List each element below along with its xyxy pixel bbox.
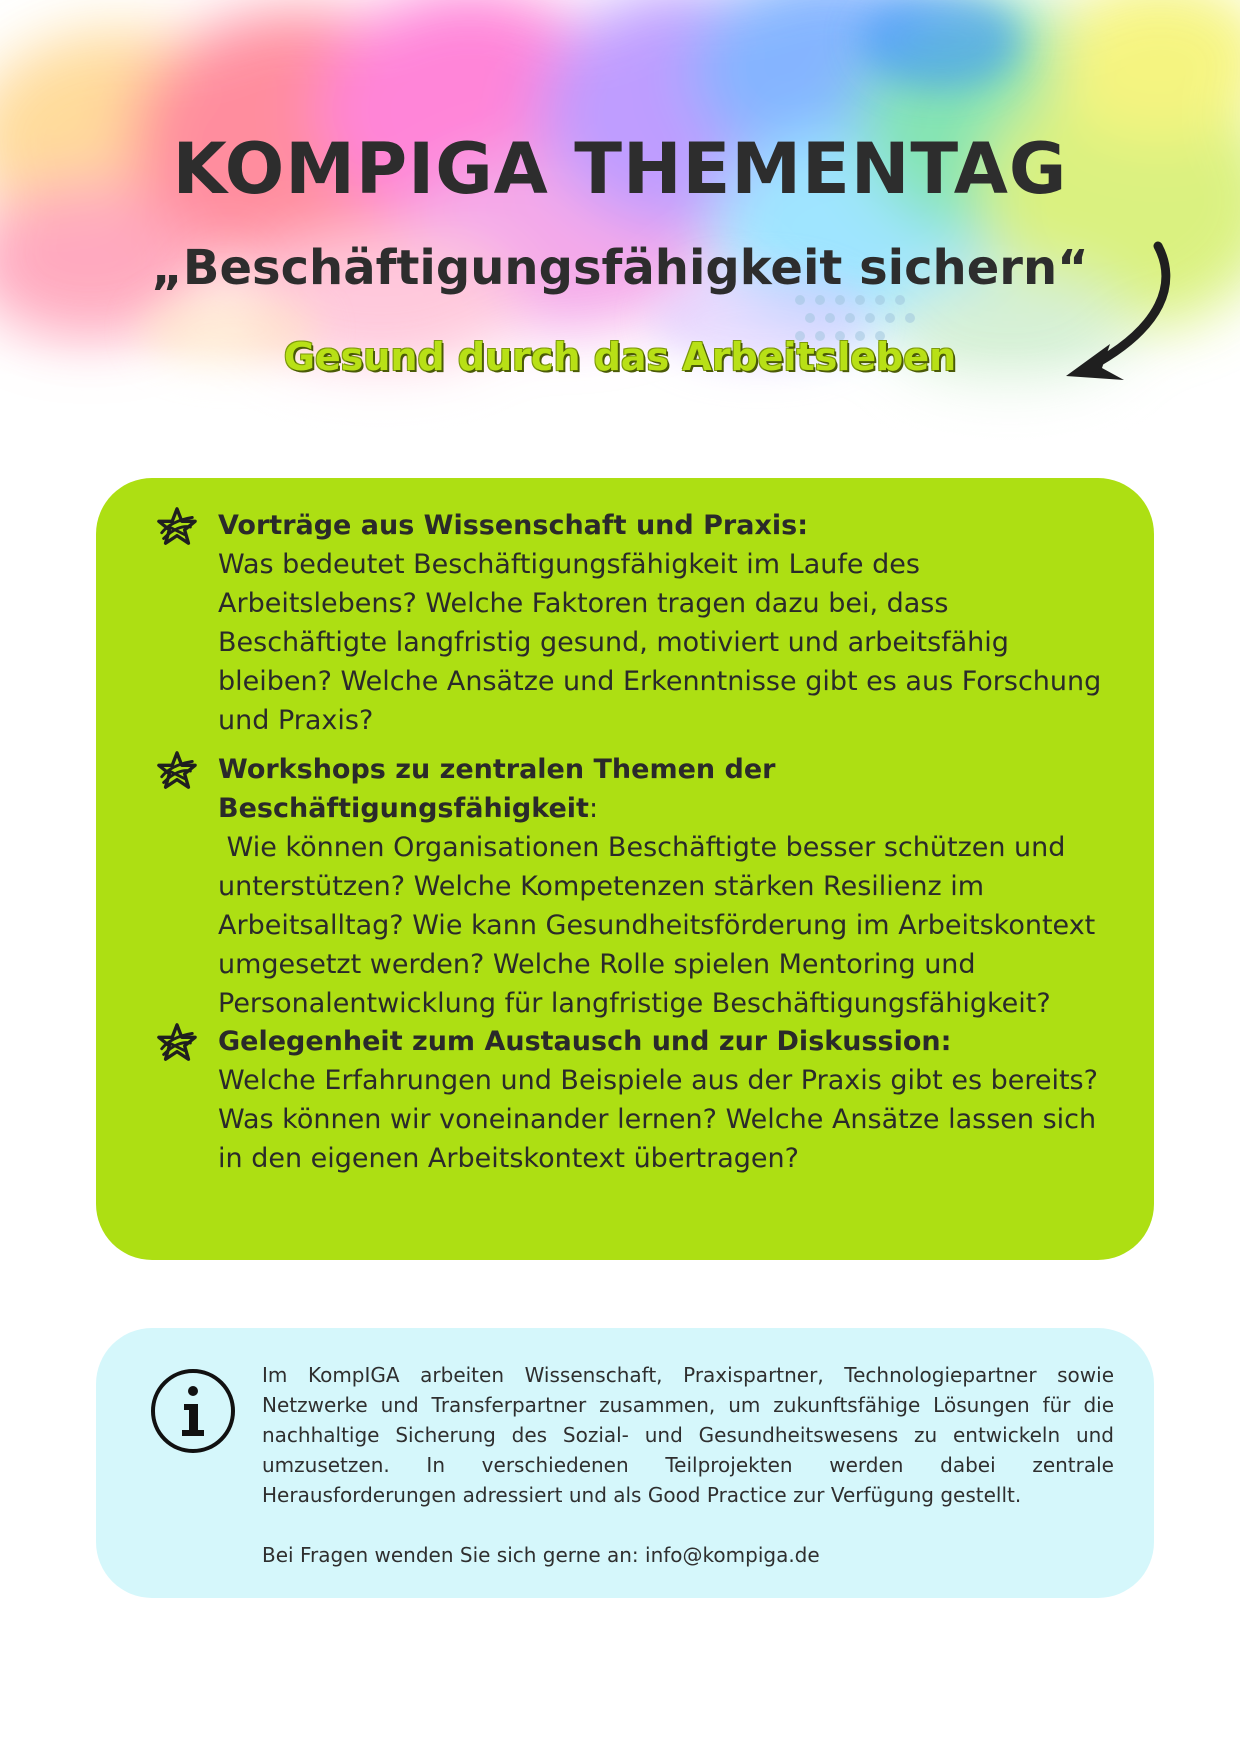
info-icon: [148, 1366, 238, 1456]
topic-body: Was bedeutet Beschäftigungsfähigkeit im Laufe des Arbeitslebens? Welche Faktoren tragen dazu bei, dass Beschäftigte langfristig gesund, motiviert und arbeitsfähig bleiben? Welche Ansätze und Erkenntnisse gibt es aus Forschung und Praxis?: [218, 549, 1102, 736]
topic-lectures: [158, 506, 1118, 740]
page-subtitle: „Beschäftigungsfähigkeit sichern“: [151, 240, 1089, 296]
star-scribble-icon: [156, 1022, 198, 1064]
topic-heading: [218, 750, 1118, 828]
topic-heading: Vorträge aus Wissenschaft und Praxis:: [218, 510, 808, 541]
watercolor-header-background: [0, 0, 1240, 460]
topic-discussion: [158, 1022, 1118, 1178]
info-text: Im KompIGA arbeiten Wissenschaft, Praxispartner, Technologiepartner sowie Netzwerke und Transferpartner zusammen, um zukunftsfähige Lösungen für die nachhaltige Sicherung des Sozial- und Gesundheitswesens zu entwickeln und umzusetzen. In verschiedenen Teilprojekten werden dabei zentrale Herausforderungen adressiert und als Good Practice zur Verfügung gestellt.: [262, 1363, 1114, 1507]
topic-heading-text: Workshops zu zentralen Themen der Beschäftigungsfähigkeit: [218, 754, 776, 824]
curved-arrow-icon: [1040, 240, 1190, 390]
star-scribble-icon: [156, 506, 198, 548]
info-contact: Bei Fragen wenden Sie sich gerne an: info@kompiga.de: [262, 1543, 820, 1567]
topic-heading: Gelegenheit zum Austausch und zur Diskussion:: [218, 1026, 952, 1057]
page-tagline: Gesund durch das Arbeitsleben: [283, 335, 957, 379]
page-title: KOMPIGA THEMENTAG: [172, 128, 1068, 210]
topic-body: Welche Erfahrungen und Beispiele aus der Praxis gibt es bereits? Was können wir voneinander lernen? Welche Ansätze lassen sich in den eigenen Arbeitskontext übertragen?: [218, 1065, 1098, 1174]
info-card: [96, 1328, 1154, 1598]
topic-body: Wie können Organisationen Beschäftigte besser schützen und unterstützen? Welche Kompetenzen stärken Resilienz im Arbeitsalltag? Wie kann Gesundheitsförderung im Arbeitskontext umgesetzt werden? Welche Rolle spielen Mentoring und Personalentwicklung für langfristige Beschäftigungsfähigkeit?: [218, 832, 1104, 1019]
star-scribble-icon: [156, 750, 198, 792]
topic-workshops: [158, 750, 1118, 1023]
topics-card: [96, 478, 1154, 1260]
topic-heading-suffix: :: [588, 793, 599, 824]
